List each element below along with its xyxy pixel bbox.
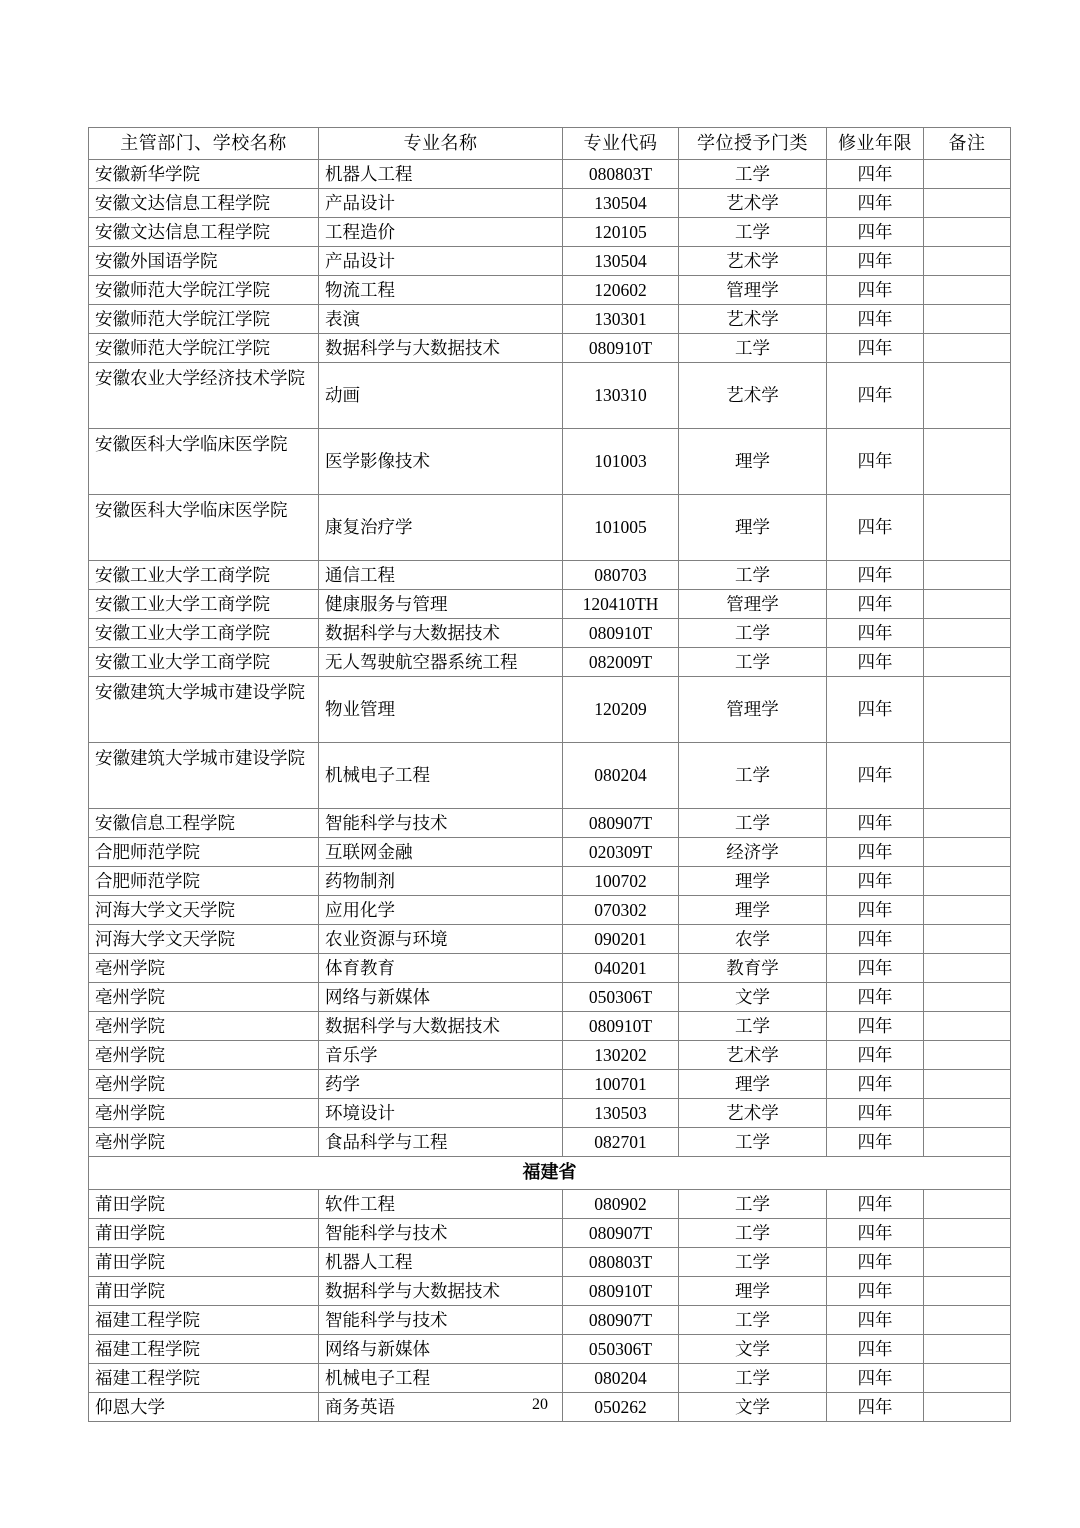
cell-code: 080204	[563, 743, 679, 809]
cell-code: 120602	[563, 276, 679, 305]
cell-code: 080910T	[563, 1277, 679, 1306]
cell-remark	[924, 1190, 1011, 1219]
column-header-remark: 备注	[924, 128, 1011, 160]
table-row	[89, 160, 1011, 189]
cell-remark	[924, 218, 1011, 247]
table-row	[89, 1012, 1011, 1041]
cell-major: 音乐学	[319, 1041, 563, 1070]
cell-major: 软件工程	[319, 1190, 563, 1219]
cell-years: 四年	[827, 619, 924, 648]
cell-remark	[924, 1277, 1011, 1306]
cell-remark	[924, 867, 1011, 896]
cell-remark	[924, 247, 1011, 276]
cell-degree: 理学	[679, 1277, 827, 1306]
cell-years: 四年	[827, 1012, 924, 1041]
cell-major: 智能科学与技术	[319, 809, 563, 838]
cell-years: 四年	[827, 334, 924, 363]
cell-degree: 工学	[679, 1128, 827, 1157]
cell-code: 080910T	[563, 619, 679, 648]
cell-degree: 工学	[679, 1306, 827, 1335]
cell-years: 四年	[827, 1099, 924, 1128]
cell-major: 通信工程	[319, 561, 563, 590]
cell-years: 四年	[827, 429, 924, 495]
cell-school: 安徽新华学院	[89, 160, 319, 189]
cell-degree: 艺术学	[679, 363, 827, 429]
cell-code: 101003	[563, 429, 679, 495]
cell-degree: 理学	[679, 429, 827, 495]
page-number: 20	[532, 1396, 548, 1413]
cell-school: 莆田学院	[89, 1219, 319, 1248]
cell-code: 082009T	[563, 648, 679, 677]
cell-code: 130202	[563, 1041, 679, 1070]
cell-years: 四年	[827, 160, 924, 189]
cell-remark	[924, 276, 1011, 305]
table-row	[89, 925, 1011, 954]
cell-years: 四年	[827, 743, 924, 809]
cell-remark	[924, 838, 1011, 867]
cell-code: 130503	[563, 1099, 679, 1128]
cell-code: 130504	[563, 189, 679, 218]
cell-years: 四年	[827, 677, 924, 743]
table-row	[89, 247, 1011, 276]
cell-school: 福建工程学院	[89, 1335, 319, 1364]
cell-code: 080703	[563, 561, 679, 590]
cell-years: 四年	[827, 809, 924, 838]
cell-major: 机器人工程	[319, 1248, 563, 1277]
table-row	[89, 983, 1011, 1012]
cell-code: 130310	[563, 363, 679, 429]
section-label: 福建省	[89, 1157, 1011, 1190]
table-row	[89, 838, 1011, 867]
cell-remark	[924, 1219, 1011, 1248]
cell-code: 040201	[563, 954, 679, 983]
cell-school: 河海大学文天学院	[89, 925, 319, 954]
cell-remark	[924, 429, 1011, 495]
cell-years: 四年	[827, 1128, 924, 1157]
cell-remark	[924, 590, 1011, 619]
cell-remark	[924, 1128, 1011, 1157]
cell-remark	[924, 305, 1011, 334]
cell-degree: 工学	[679, 809, 827, 838]
majors-table	[88, 127, 1011, 1422]
table-row	[89, 276, 1011, 305]
cell-years: 四年	[827, 925, 924, 954]
cell-major: 物流工程	[319, 276, 563, 305]
table-row	[89, 429, 1011, 495]
cell-remark	[924, 189, 1011, 218]
cell-remark	[924, 1041, 1011, 1070]
cell-code: 080803T	[563, 160, 679, 189]
cell-code: 080907T	[563, 1306, 679, 1335]
cell-remark	[924, 1099, 1011, 1128]
cell-school: 安徽文达信息工程学院	[89, 189, 319, 218]
cell-degree: 教育学	[679, 954, 827, 983]
table-section-row	[89, 1157, 1011, 1190]
cell-degree: 理学	[679, 495, 827, 561]
table-row	[89, 648, 1011, 677]
cell-years: 四年	[827, 983, 924, 1012]
cell-school: 福建工程学院	[89, 1364, 319, 1393]
cell-major: 网络与新媒体	[319, 983, 563, 1012]
cell-major: 机械电子工程	[319, 1364, 563, 1393]
cell-degree: 工学	[679, 334, 827, 363]
cell-major: 智能科学与技术	[319, 1306, 563, 1335]
cell-years: 四年	[827, 1393, 924, 1422]
cell-major: 数据科学与大数据技术	[319, 1277, 563, 1306]
cell-degree: 文学	[679, 983, 827, 1012]
cell-remark	[924, 648, 1011, 677]
cell-degree: 工学	[679, 1364, 827, 1393]
cell-remark	[924, 160, 1011, 189]
cell-years: 四年	[827, 363, 924, 429]
table-row	[89, 305, 1011, 334]
table-row	[89, 1041, 1011, 1070]
table-row	[89, 1219, 1011, 1248]
table-row	[89, 1099, 1011, 1128]
cell-remark	[924, 809, 1011, 838]
cell-school: 安徽建筑大学城市建设学院	[89, 677, 319, 743]
column-header-major: 专业名称	[319, 128, 563, 160]
cell-school: 安徽师范大学皖江学院	[89, 276, 319, 305]
cell-school: 合肥师范学院	[89, 838, 319, 867]
table-row	[89, 619, 1011, 648]
cell-school: 亳州学院	[89, 983, 319, 1012]
cell-school: 安徽信息工程学院	[89, 809, 319, 838]
cell-years: 四年	[827, 276, 924, 305]
cell-school: 安徽工业大学工商学院	[89, 590, 319, 619]
cell-remark	[924, 363, 1011, 429]
cell-code: 120410TH	[563, 590, 679, 619]
cell-code: 080907T	[563, 809, 679, 838]
cell-school: 亳州学院	[89, 954, 319, 983]
cell-degree: 工学	[679, 160, 827, 189]
cell-major: 表演	[319, 305, 563, 334]
table-row	[89, 363, 1011, 429]
table-row	[89, 867, 1011, 896]
cell-school: 莆田学院	[89, 1277, 319, 1306]
cell-degree: 理学	[679, 867, 827, 896]
cell-years: 四年	[827, 1248, 924, 1277]
cell-years: 四年	[827, 867, 924, 896]
cell-code: 050306T	[563, 1335, 679, 1364]
cell-degree: 工学	[679, 1190, 827, 1219]
cell-years: 四年	[827, 648, 924, 677]
cell-remark	[924, 896, 1011, 925]
cell-major: 医学影像技术	[319, 429, 563, 495]
cell-remark	[924, 495, 1011, 561]
cell-major: 数据科学与大数据技术	[319, 1012, 563, 1041]
cell-code: 080910T	[563, 334, 679, 363]
cell-school: 亳州学院	[89, 1012, 319, 1041]
cell-remark	[924, 561, 1011, 590]
cell-major: 智能科学与技术	[319, 1219, 563, 1248]
cell-major: 产品设计	[319, 247, 563, 276]
cell-major: 健康服务与管理	[319, 590, 563, 619]
cell-major: 机械电子工程	[319, 743, 563, 809]
table-header-row	[89, 128, 1011, 160]
cell-remark	[924, 954, 1011, 983]
cell-school: 安徽师范大学皖江学院	[89, 334, 319, 363]
cell-code: 130301	[563, 305, 679, 334]
cell-years: 四年	[827, 1219, 924, 1248]
table-row	[89, 1364, 1011, 1393]
table-row	[89, 1306, 1011, 1335]
cell-school: 安徽文达信息工程学院	[89, 218, 319, 247]
cell-years: 四年	[827, 1277, 924, 1306]
cell-major: 药学	[319, 1070, 563, 1099]
table-row	[89, 1277, 1011, 1306]
cell-degree: 管理学	[679, 276, 827, 305]
table-row	[89, 677, 1011, 743]
cell-years: 四年	[827, 218, 924, 247]
cell-degree: 工学	[679, 648, 827, 677]
table-header	[89, 128, 1011, 160]
cell-degree: 经济学	[679, 838, 827, 867]
cell-major: 无人驾驶航空器系统工程	[319, 648, 563, 677]
table-row	[89, 495, 1011, 561]
cell-degree: 艺术学	[679, 1041, 827, 1070]
cell-remark	[924, 1335, 1011, 1364]
cell-degree: 管理学	[679, 677, 827, 743]
cell-remark	[924, 619, 1011, 648]
cell-school: 莆田学院	[89, 1248, 319, 1277]
cell-degree: 文学	[679, 1335, 827, 1364]
table-row	[89, 561, 1011, 590]
cell-degree: 理学	[679, 896, 827, 925]
cell-code: 080907T	[563, 1219, 679, 1248]
cell-code: 050262	[563, 1393, 679, 1422]
cell-years: 四年	[827, 1364, 924, 1393]
cell-school: 河海大学文天学院	[89, 896, 319, 925]
cell-code: 020309T	[563, 838, 679, 867]
cell-school: 安徽工业大学工商学院	[89, 619, 319, 648]
cell-school: 莆田学院	[89, 1190, 319, 1219]
cell-years: 四年	[827, 1335, 924, 1364]
cell-code: 080204	[563, 1364, 679, 1393]
cell-major: 互联网金融	[319, 838, 563, 867]
cell-code: 082701	[563, 1128, 679, 1157]
cell-school: 亳州学院	[89, 1041, 319, 1070]
cell-years: 四年	[827, 495, 924, 561]
cell-degree: 艺术学	[679, 189, 827, 218]
cell-school: 合肥师范学院	[89, 867, 319, 896]
cell-major: 食品科学与工程	[319, 1128, 563, 1157]
cell-major: 机器人工程	[319, 160, 563, 189]
cell-school: 安徽建筑大学城市建设学院	[89, 743, 319, 809]
cell-degree: 工学	[679, 1219, 827, 1248]
cell-code: 120105	[563, 218, 679, 247]
cell-years: 四年	[827, 1070, 924, 1099]
cell-major: 康复治疗学	[319, 495, 563, 561]
cell-school: 安徽医科大学临床医学院	[89, 495, 319, 561]
cell-degree: 文学	[679, 1393, 827, 1422]
cell-remark	[924, 1248, 1011, 1277]
cell-school: 亳州学院	[89, 1070, 319, 1099]
cell-school: 安徽工业大学工商学院	[89, 648, 319, 677]
column-header-code: 专业代码	[563, 128, 679, 160]
column-header-years: 修业年限	[827, 128, 924, 160]
cell-remark	[924, 1012, 1011, 1041]
table-row	[89, 1070, 1011, 1099]
cell-years: 四年	[827, 305, 924, 334]
cell-code: 050306T	[563, 983, 679, 1012]
cell-school: 亳州学院	[89, 1128, 319, 1157]
cell-code: 101005	[563, 495, 679, 561]
table-row	[89, 743, 1011, 809]
cell-degree: 管理学	[679, 590, 827, 619]
cell-years: 四年	[827, 896, 924, 925]
cell-years: 四年	[827, 954, 924, 983]
table-row	[89, 809, 1011, 838]
cell-school: 安徽医科大学临床医学院	[89, 429, 319, 495]
cell-degree: 工学	[679, 1012, 827, 1041]
cell-code: 100701	[563, 1070, 679, 1099]
cell-years: 四年	[827, 590, 924, 619]
cell-major: 药物制剂	[319, 867, 563, 896]
table-row	[89, 334, 1011, 363]
cell-school: 安徽工业大学工商学院	[89, 561, 319, 590]
cell-years: 四年	[827, 838, 924, 867]
cell-years: 四年	[827, 561, 924, 590]
cell-degree: 工学	[679, 619, 827, 648]
table-row	[89, 1190, 1011, 1219]
cell-major: 动画	[319, 363, 563, 429]
cell-major: 农业资源与环境	[319, 925, 563, 954]
cell-code: 120209	[563, 677, 679, 743]
cell-degree: 工学	[679, 743, 827, 809]
cell-major: 工程造价	[319, 218, 563, 247]
cell-degree: 艺术学	[679, 305, 827, 334]
cell-school: 安徽外国语学院	[89, 247, 319, 276]
column-header-degree: 学位授予门类	[679, 128, 827, 160]
cell-remark	[924, 1306, 1011, 1335]
cell-degree: 工学	[679, 218, 827, 247]
table-row	[89, 1128, 1011, 1157]
cell-school: 亳州学院	[89, 1099, 319, 1128]
cell-school: 福建工程学院	[89, 1306, 319, 1335]
cell-code: 070302	[563, 896, 679, 925]
table-row	[89, 189, 1011, 218]
cell-degree: 工学	[679, 1248, 827, 1277]
cell-school: 安徽农业大学经济技术学院	[89, 363, 319, 429]
cell-degree: 农学	[679, 925, 827, 954]
cell-degree: 艺术学	[679, 1099, 827, 1128]
table-row	[89, 218, 1011, 247]
cell-remark	[924, 983, 1011, 1012]
cell-code: 080803T	[563, 1248, 679, 1277]
table-row	[89, 590, 1011, 619]
cell-years: 四年	[827, 189, 924, 218]
table-row	[89, 896, 1011, 925]
cell-school: 安徽师范大学皖江学院	[89, 305, 319, 334]
cell-remark	[924, 677, 1011, 743]
table-row	[89, 1335, 1011, 1364]
cell-major: 数据科学与大数据技术	[319, 334, 563, 363]
cell-degree: 工学	[679, 561, 827, 590]
cell-degree: 艺术学	[679, 247, 827, 276]
cell-major: 环境设计	[319, 1099, 563, 1128]
cell-code: 130504	[563, 247, 679, 276]
cell-remark	[924, 334, 1011, 363]
cell-degree: 理学	[679, 1070, 827, 1099]
cell-code: 090201	[563, 925, 679, 954]
table-body	[89, 160, 1011, 1422]
cell-major: 应用化学	[319, 896, 563, 925]
cell-code: 080910T	[563, 1012, 679, 1041]
cell-school: 仰恩大学	[89, 1393, 319, 1422]
cell-years: 四年	[827, 1306, 924, 1335]
cell-years: 四年	[827, 1190, 924, 1219]
cell-code: 080902	[563, 1190, 679, 1219]
cell-major: 体育教育	[319, 954, 563, 983]
majors-table-container	[88, 127, 1010, 1422]
cell-major: 数据科学与大数据技术	[319, 619, 563, 648]
cell-years: 四年	[827, 247, 924, 276]
table-row	[89, 954, 1011, 983]
cell-major: 产品设计	[319, 189, 563, 218]
cell-remark	[924, 1364, 1011, 1393]
cell-code: 100702	[563, 867, 679, 896]
column-header-school: 主管部门、学校名称	[89, 128, 319, 160]
cell-remark	[924, 743, 1011, 809]
cell-major: 物业管理	[319, 677, 563, 743]
cell-remark	[924, 1070, 1011, 1099]
cell-major: 商务英语	[319, 1393, 563, 1422]
table-row	[89, 1248, 1011, 1277]
cell-major: 网络与新媒体	[319, 1335, 563, 1364]
cell-remark	[924, 925, 1011, 954]
cell-years: 四年	[827, 1041, 924, 1070]
